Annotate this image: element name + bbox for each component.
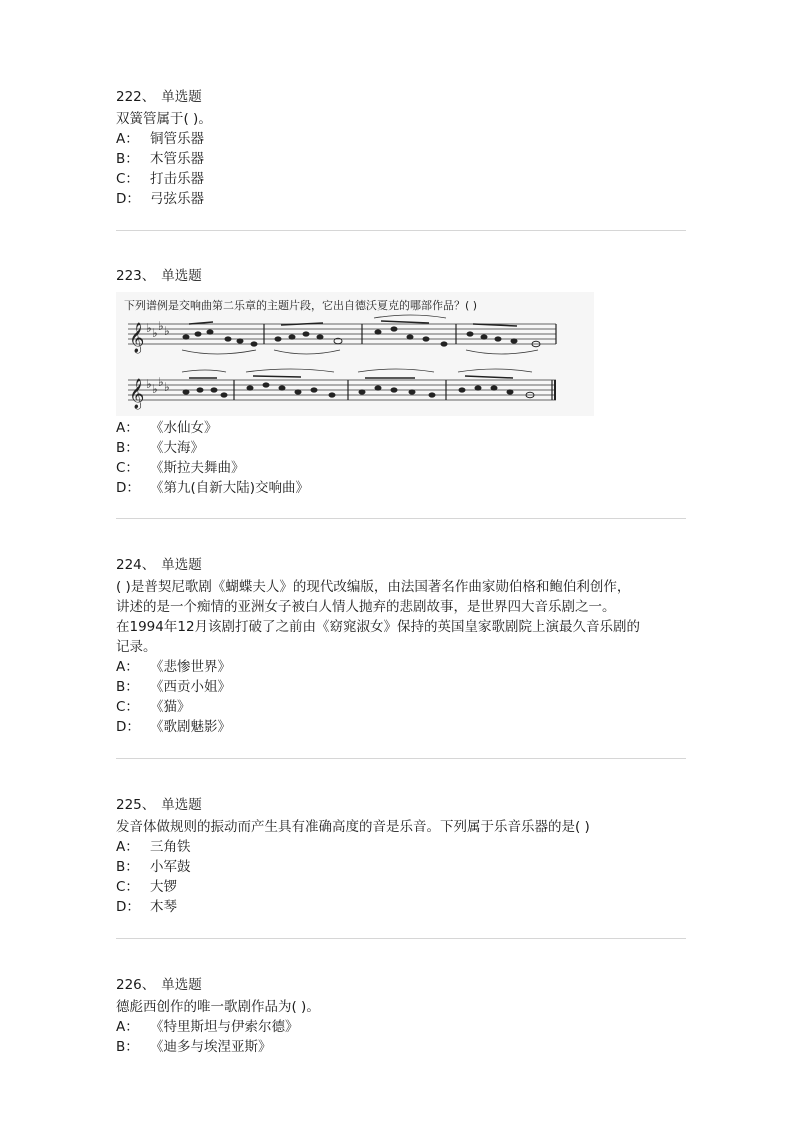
question-divider — [116, 938, 686, 939]
option-label: C： — [116, 699, 139, 715]
treble-clef-icon: 𝄞 — [129, 379, 145, 409]
option-label: A： — [116, 420, 139, 436]
option-c[interactable] — [116, 458, 686, 478]
stem-line: 记录。 — [116, 639, 157, 655]
question-stem: 德彪西创作的唯一歌剧作品为( )。 — [116, 999, 320, 1015]
stem-line: 讲述的是一个痴情的亚洲女子被白人情人抛弃的悲剧故事，是世界四大音乐剧之一。 — [116, 599, 616, 615]
option-label: A： — [116, 1019, 139, 1035]
option-text: 《第九(自新大陆)交响曲》 — [150, 480, 310, 496]
question-header — [116, 87, 686, 107]
question-divider — [116, 758, 686, 759]
option-d[interactable] — [116, 897, 686, 917]
option-c[interactable] — [116, 697, 686, 717]
option-text: 打击乐器 — [150, 171, 204, 187]
question-type: 单选题 — [161, 557, 202, 573]
option-text: 木琴 — [150, 899, 177, 915]
option-label: A： — [116, 131, 139, 147]
option-label: A： — [116, 839, 139, 855]
question-header — [116, 555, 686, 575]
option-text: 大锣 — [150, 879, 177, 895]
option-label: D： — [116, 899, 140, 915]
stem-line: 在1994年12月该剧打破了之前由《窈窕淑女》保持的英国皇家歌剧院上演最久音乐剧的 — [116, 619, 641, 635]
question-stem — [116, 577, 686, 657]
option-label: D： — [116, 719, 140, 735]
option-text: 《大海》 — [150, 440, 204, 456]
question-222 — [116, 87, 686, 209]
option-text: 《迪多与埃涅亚斯》 — [150, 1039, 272, 1055]
svg-text:♭: ♭ — [158, 375, 164, 389]
question-number: 222、 — [116, 89, 156, 105]
question-226 — [116, 975, 686, 1057]
question-header — [116, 266, 686, 286]
question-divider — [116, 230, 686, 231]
option-a[interactable] — [116, 657, 686, 677]
option-b[interactable] — [116, 1037, 686, 1057]
svg-text:♭: ♭ — [158, 319, 164, 333]
svg-text:♭: ♭ — [146, 321, 152, 335]
question-stem: 双簧管属于( )。 — [116, 111, 212, 127]
option-a[interactable] — [116, 837, 686, 857]
question-divider — [116, 518, 686, 519]
option-label: B： — [116, 1039, 139, 1055]
option-label: C： — [116, 460, 139, 476]
question-223 — [116, 266, 686, 498]
option-label: C： — [116, 879, 139, 895]
option-label: C： — [116, 171, 139, 187]
option-a[interactable] — [116, 418, 686, 438]
question-224 — [116, 555, 686, 737]
option-c[interactable] — [116, 877, 686, 897]
option-d[interactable] — [116, 717, 686, 737]
option-b[interactable] — [116, 438, 686, 458]
option-b[interactable] — [116, 857, 686, 877]
question-type: 单选题 — [161, 89, 202, 105]
option-label: D： — [116, 480, 140, 496]
svg-text:♭: ♭ — [164, 380, 170, 394]
stem-line: ( )是普契尼歌剧《蝴蝶夫人》的现代改编版，由法国著名作曲家勋伯格和鲍伯利创作， — [116, 579, 631, 595]
svg-text:♭: ♭ — [146, 377, 152, 391]
option-label: B： — [116, 679, 139, 695]
treble-clef-icon: 𝄞 — [129, 323, 145, 353]
option-c[interactable] — [116, 169, 686, 189]
option-b[interactable] — [116, 149, 686, 169]
question-type: 单选题 — [161, 797, 202, 813]
score-caption: 下列谱例是交响曲第二乐章的主题片段，它出自德沃夏克的哪部作品？( ) — [124, 299, 478, 312]
question-number: 226、 — [116, 977, 156, 993]
question-type: 单选题 — [161, 268, 202, 284]
option-text: 小军鼓 — [150, 859, 191, 875]
svg-text:♭: ♭ — [164, 324, 170, 338]
question-header — [116, 975, 686, 995]
option-text: 《猫》 — [150, 699, 191, 715]
option-text: 三角铁 — [150, 839, 191, 855]
option-label: B： — [116, 151, 139, 167]
option-label: A： — [116, 659, 139, 675]
question-header — [116, 795, 686, 815]
option-label: B： — [116, 440, 139, 456]
option-text: 铜管乐器 — [150, 131, 204, 147]
option-label: D： — [116, 191, 140, 207]
question-225 — [116, 795, 686, 917]
question-number: 225、 — [116, 797, 156, 813]
option-text: 木管乐器 — [150, 151, 204, 167]
question-number: 223、 — [116, 268, 156, 284]
option-text: 《悲惨世界》 — [150, 659, 231, 675]
option-text: 《水仙女》 — [150, 420, 218, 436]
option-text: 《斯拉夫舞曲》 — [150, 460, 245, 476]
svg-text:♭: ♭ — [152, 382, 158, 396]
option-text: 《西贡小姐》 — [150, 679, 231, 695]
question-number: 224、 — [116, 557, 156, 573]
option-a[interactable] — [116, 129, 686, 149]
svg-text:♭: ♭ — [152, 326, 158, 340]
option-text: 《特里斯坦与伊索尔德》 — [150, 1019, 299, 1035]
option-b[interactable] — [116, 677, 686, 697]
option-d[interactable] — [116, 189, 686, 209]
question-stem: 发音体做规则的振动而产生具有准确高度的音是乐音。下列属于乐音乐器的是( ) — [116, 819, 590, 835]
option-a[interactable] — [116, 1017, 686, 1037]
option-text: 《歌剧魅影》 — [150, 719, 231, 735]
option-text: 弓弦乐器 — [150, 191, 204, 207]
option-d[interactable] — [116, 478, 686, 498]
music-score-image — [116, 292, 594, 416]
option-label: B： — [116, 859, 139, 875]
question-type: 单选题 — [161, 977, 202, 993]
